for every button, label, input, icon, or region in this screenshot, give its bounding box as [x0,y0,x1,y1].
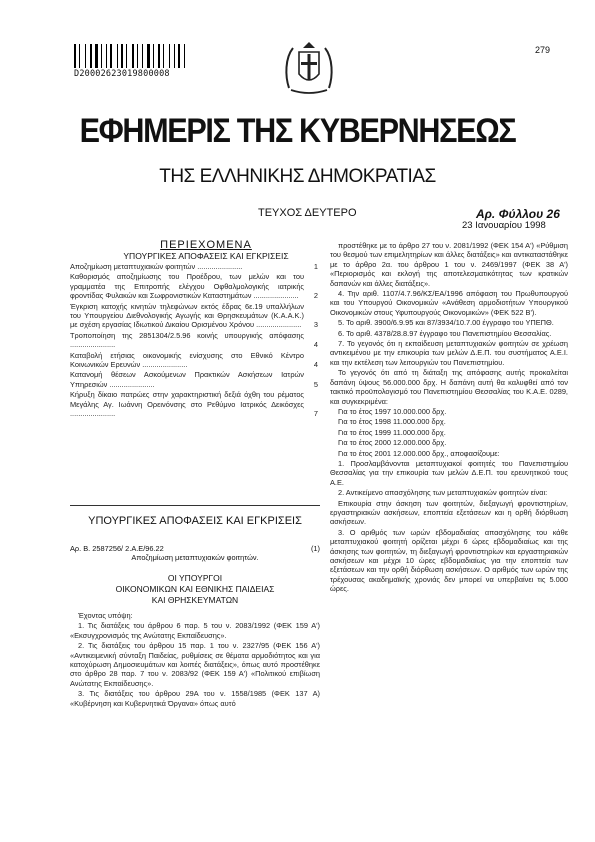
barcode-bar [128,44,131,68]
paragraph: προστέθηκε με το άρθρο 27 του ν. 2081/1992 (ΦΕΚ 154 Α') «Ρύθμιση του θεσμού των επιμελητηρίων και άλλες διατάξεις» και αντικαταστάθηκε με το άρθρο 2α. του άρθρου 1 του ν. 2469/1997 (ΦΕΚ 38 Α') «Περιορισμός και εκλογή της αποτελεσματικότητας των κρατικών δαπανών και άλλες διατάξεις». [330,241,568,288]
issue-label: ΤΕΥΧΟΣ ΔΕΥΤΕΡΟ [258,207,357,219]
toc-item: Αποζημίωση μεταπτυχιακών φοιτητών ...................... 1 [70,262,318,271]
paragraph: 1. Τις διατάξεις του άρθρου 6 παρ. 5 του ν. 2083/1992 (ΦΕΚ 159 Α') «Εκσυγχρονισμός της Ανώτατης Εκπαίδευσης». [70,621,320,640]
barcode-bar [151,44,152,68]
right-column-body [330,241,568,595]
barcode-bar [139,44,141,68]
barcode-bar [184,44,185,68]
barcode-bar [93,44,94,68]
left-column-body [70,611,320,709]
toc-item: Κατανομή θέσεων Ασκούμενων Πρακτικών Ασκήσεων Ιατρών Υπηρεσιών ...................... 5 [70,370,318,389]
barcode-bar [90,44,92,68]
barcode-bar [158,44,160,68]
paragraph: Για το έτος 1999 11.000.000 δρχ. [338,427,446,437]
barcode-bar [106,44,107,68]
paragraph: Το γεγονός ότι από τη διάταξη της απόφασης αυτής προκαλείται δαπάνη ύψους 56.000.000 δρχ. Η δαπάνη αυτή θα καλυφθεί από τον τακτικό προϋπολογισμό του Πανεπιστημίου Θεσσαλίας του Κ.Α.Ε. 0289, και συγκεκριμένα: [330,368,568,406]
section-heading: ΥΠΟΥΡΓΙΚΕΣ ΑΠΟΦΑΣΕΙΣ ΚΑΙ ΕΓΚΡΙΣΕΙΣ [88,515,302,527]
paragraph: Για το έτος 1997 10.000.000 δρχ. [338,406,447,416]
contents-heading: ΠΕΡΙΕΧΟΜΕΝΑ [160,239,252,251]
barcode-bar [176,44,177,68]
barcode-bar [77,44,78,68]
barcode-bar [119,44,120,68]
barcode-bar [110,44,112,68]
barcode-bar [121,44,123,68]
barcode-bar [103,44,105,68]
decision-ref: (1) [310,544,320,553]
barcode-bar [124,44,125,68]
paragraph: 1. Προσλαμβάνονται μεταπτυχιακοί φοιτητές του Πανεπιστημίου Θεσσαλίας για την επικουρία των μελών Δ.Ε.Π. του ερευνητικού τους Α.Ε. [330,458,568,487]
paragraph: 3. Τις διατάξεις του άρθρου 29Α του ν. 1558/1985 (ΦΕΚ 137 Α) «Κυβέρνηση και Κυβερνητικά Όργανα» όπως αυτό [70,689,320,708]
ministers-heading: ΟΙ ΥΠΟΥΡΓΟΙ ΟΙΚΟΝΟΜΙΚΩΝ ΚΑΙ ΕΘΝΙΚΗΣ ΠΑΙΔΕΙΑΣ ΚΑΙ ΘΡΗΣΚΕΥΜΑΤΩΝ [115,573,275,605]
decision-subject: Αποζημίωση μεταπτυχιακών φοιτητών. [131,553,259,562]
paragraph: 7. Το γεγονός ότι η εκπαίδευση μεταπτυχιακών φοιτητών σε χρέωση αντικειμένου με την επικουρία των μελών Δ.Ε.Π. του συστήματος Α.Ε.Ι. και την εκτέλεση των λειτουργιών του Πανεπιστημίου. [330,339,568,367]
barcode-bar [101,44,102,68]
barcode-bar [181,44,183,68]
toc-item: Έγκριση κατοχής κινητών τηλεφώνων εκτός έδρας 6ε.19 υπαλλήλων του Υπουργείου Διεθνολογικής Αγωγής και Θρησκευμάτων (Κ.Α.Α.Κ.) με σχέση εργασίας Ιδιωτικού Δικαίου Ορισμένου Χρόνου ...................... 3 [70,301,318,330]
paragraph: 2. Αντικείμενο απασχόλησης των μεταπτυχιακών φοιτητών είναι: [338,488,548,498]
decision-number-row [70,544,320,553]
sheet-value: 26 [546,207,560,221]
page-number: 279 [535,45,551,55]
barcode [74,44,202,68]
barcode-bar [95,44,98,68]
barcode-bar [169,44,170,68]
barcode-bar [165,44,168,68]
contents-subheading: ΥΠΟΥΡΓΙΚΕΣ ΑΠΟΦΑΣΕΙΣ ΚΑΙ ΕΓΚΡΙΣΕΙΣ [123,251,289,261]
paragraph: 5. Το αριθ. 3900/6.9.95 και 87/3934/10.7.00 έγγραφο του ΥΠΕΠΘ. [338,318,554,328]
toc-item: Τροποποίηση της 2851304/2.5.96 κοινής υπουργικής απόφασης ...................... 4 [70,330,318,350]
barcode-bar [113,44,116,68]
barcode-number: D20002623019800008 [74,69,170,79]
barcode-bar [85,44,86,68]
gazette-title: ΕΦΗΜΕΡΙΣ ΤΗΣ ΚΥΒΕΡΝΗΣΕΩΣ [79,112,516,150]
barcode-bar [132,44,134,68]
barcode-bar [108,44,109,68]
barcode-bar [99,44,100,68]
paragraph: 3. Ο αριθμός των ωρών εβδομαδιαίας απασχόλησης του κάθε μεταπτυχιακού φοιτητή ορίζεται μέχρι 6 ώρες εβδομαδιαίως και της άσκησης των φοιτητών, τη διεξαγωγή φροντιστηρίων και εργαστηριακών ασκήσεων και μέχρι 10 ώρες εβδομαδιαίως για την εποπτεία των εξετάσεων και την ορθή διόρθωση ασκήσεων. Ο αριθμός των ωρών της τρέχουσας ακαδημαϊκής χρονιάς δεν μπορεί να υπερβαίνει τις 5.000 ώρες. [330,527,568,594]
issue-date: 23 Ιανουαρίου 1998 [462,220,546,231]
toc-item: Καθορισμός αποζημίωσης του Προέδρου, των μελών και του γραμματέα της Επιτροπής ελέγχου Οφθαλμολογικής ιατρικής φροντίδας Φυλακών και Σωφρονιστικών Καταστημάτων ...................... 2 [70,272,318,301]
barcode-bar [126,44,127,68]
section-divider [70,505,320,506]
sheet-label: Αρ. Φύλλου [476,207,544,221]
barcode-bar [171,44,173,68]
barcode-bar [81,44,84,68]
sheet-number [476,207,560,221]
barcode-bar [87,44,89,68]
barcode-bar [135,44,136,68]
paragraph: Για το έτος 1998 11.000.000 δρχ. [338,417,446,427]
barcode-bar [163,44,164,68]
paragraph: Επικουρία στην άσκηση των φοιτητών, διεξαγωγή φροντιστηρίων, εργαστηριακών ασκήσεων, εποπτεία εξετάσεων και η ορθή διόρθωση ασκήσεων. [330,498,568,527]
barcode-bar [79,44,80,68]
contents-heading-block [96,239,316,261]
barcode-bar [161,44,162,68]
coat-of-arms-icon [283,36,335,96]
paragraph: Για το έτος 2001 12.000.000 δρχ., αποφασίζουμε: [338,448,500,458]
paragraph: Έχοντας υπόψη: [78,611,133,620]
paragraph: 6. Το αριθ. 4378/28.8.97 έγγραφο του Πανεπιστημίου Θεσσαλίας. [338,328,552,338]
paragraph: 2. Τις διατάξεις του άρθρου 15 παρ. 1 του ν. 2327/95 (ΦΕΚ 156 Α') «Αντικειμενική σύνταξη Παιδείας, ρυθμίσεις σε θέματα αρμοδιότητος και για κατοχύρωση Δημοσιευμάτων και λοιπές διατάξεις», όπως αυτό προστέθηκε στο άρθρο 28 παρ. 7 του ν. 2083/92 (ΦΕΚ 159 Α') «Πολιτικού επιβίωση Ανώτατης Εκπαίδευσης». [70,641,320,688]
barcode-bar [142,44,143,68]
barcode-bar [174,44,175,68]
gazette-subtitle: ΤΗΣ ΕΛΛΗΝΙΚΗΣ ΔΗΜΟΚΡΑΤΙΑΣ [159,166,436,187]
barcode-bar [137,44,138,68]
barcode-bar [144,44,146,68]
barcode-bar [74,44,76,68]
toc-item: Καταβολή ετήσιας οικονομικής ενίσχυσης στο Εθνικό Κέντρο Κοινωνικών Ερευνών ...................... 4 [70,350,318,370]
barcode-bar [117,44,118,68]
barcode-bar [155,44,157,68]
paragraph: 4. Την αριθ. 1107/4.7.96/ΚΣ/ΕΑ/1996 απόφαση του Πρωθυπουργού και του Υπουργού Οικονομικών «Ανάθεση αρμοδιοτήτων Υπουργικού Οικονομικών στους Υφυπουργούς Οικονομικών» (ΦΕΚ 522 Β'). [330,289,568,317]
barcode-bar [153,44,154,68]
paragraph: Για το έτος 2000 12.000.000 δρχ. [338,438,447,448]
decision-number: Αρ. Β. 2587256/ 2.Α.Ε/96.22 [70,544,164,553]
barcode-bar [178,44,180,68]
table-of-contents [70,262,318,420]
barcode-bar [147,44,150,68]
toc-item: Κήρυξη δίκαιο πατρώες στην χαρακτηριστική δεξιά όχθη του ρέματος Μεγάλης Αγ. Ιωάννη Ορεινόνσης στο Ρεθύμνο Ιατρικός Δεικόσχες ...................... 7 [70,390,318,419]
barcode-bar [186,44,189,68]
